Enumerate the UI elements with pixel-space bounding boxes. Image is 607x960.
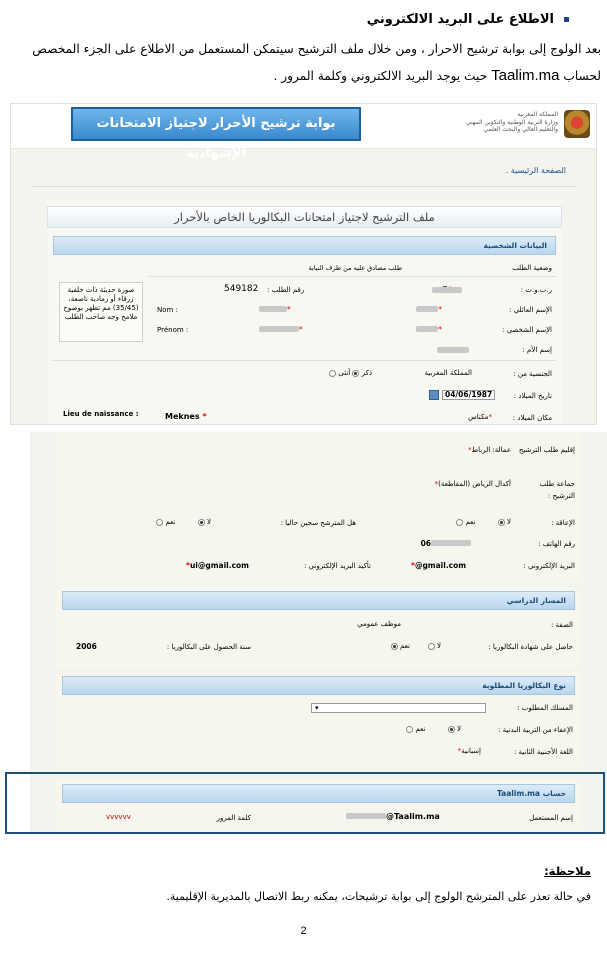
prenom-field[interactable]: *	[259, 325, 303, 334]
status-value: طلب مصادق عليه من طرف النيابة	[308, 264, 402, 272]
intro-line-2	[5, 67, 601, 84]
region-label: إقليم طلب الترشيح	[518, 446, 575, 454]
pe-options	[406, 725, 461, 733]
email-confirm-field[interactable]: *ui@gmail.com	[186, 561, 249, 570]
phone-label: رقم الهاتف :	[538, 540, 575, 548]
birth-date-label: تاريخ الميلاد :	[513, 392, 552, 400]
nationality-label: الجنسية من :	[513, 370, 552, 378]
redacted-mark	[416, 306, 438, 312]
password-label: كلمة المرور	[216, 814, 251, 822]
birth-place-field[interactable]: Meknes *	[165, 412, 207, 421]
pe-exemption-label: الإعفاء من التربية البدنية :	[498, 726, 573, 734]
bac-no-radio[interactable]	[428, 643, 435, 650]
birth-place-ar-label: مكان الميلاد :	[512, 414, 552, 422]
bac-no-label: لا	[437, 642, 441, 650]
language-value: إسبانية	[461, 747, 481, 755]
form-title: ملف الترشيح لاجتياز امتحانات البكالوريا الخاص بالأحرار	[47, 206, 562, 228]
bac-options	[391, 642, 441, 650]
portal-banner[interactable]: بوابة ترشيح الأحرار لاجتياز الامتحانات الإشهادية	[71, 107, 361, 141]
disability-yes-radio[interactable]	[456, 519, 463, 526]
gender-male-radio[interactable]	[352, 370, 359, 377]
candidacy-panel	[56, 432, 581, 582]
commune-label: جماعة طلب الترشيح :	[539, 480, 575, 500]
studies-status-value: موظف عمومي	[357, 620, 401, 628]
birth-place-label: Lieu de naissance :	[63, 410, 139, 418]
commune-field[interactable]: أكدال الرياض (المقاطعة)*	[434, 480, 511, 488]
gender-male-label: ذكر	[361, 369, 372, 377]
disability-label: الإعاقة :	[551, 519, 575, 527]
highlight-frame	[5, 772, 605, 834]
redacted-mark	[437, 347, 469, 353]
birth-place-value: Meknes	[165, 412, 200, 421]
status-label: وضعية الطلب	[512, 264, 552, 272]
chevron-down-icon: ▾	[315, 704, 319, 712]
bac-year-label: سنة الحصول على البكالوريا :	[166, 643, 251, 651]
email-confirm-value: ui@gmail.com	[189, 561, 249, 570]
prenom-label: Prénom :	[157, 326, 189, 334]
region-field[interactable]: عمالة: الرباط*	[468, 446, 511, 454]
family-name-ar-label: الإسم العائلي :	[509, 306, 552, 314]
birth-place-ar-value: مكناس	[468, 413, 489, 421]
divider	[31, 186, 576, 187]
breadcrumb[interactable]: الصفحة الرئيسية .	[505, 166, 566, 175]
bac-year-value: 2006	[76, 642, 97, 651]
bac-type-panel	[56, 672, 581, 767]
portal-screenshot-top	[10, 103, 597, 425]
email-label: البريد الإلكتروني :	[523, 562, 575, 570]
pe-yes-radio[interactable]	[406, 726, 413, 733]
family-name-ar-field[interactable]: *	[416, 305, 442, 314]
studies-panel	[56, 587, 581, 669]
prisoner-no-label: لا	[207, 518, 211, 526]
request-number-label: رقم الطلب :	[267, 286, 305, 294]
disability-yes-label: نعم	[465, 518, 476, 526]
bac-label: حاصل على شهادة البكالوريا :	[488, 643, 573, 651]
first-name-ar-field[interactable]: *	[416, 325, 442, 334]
section-studies: المسار الدراسي	[62, 591, 575, 610]
ministry-logo	[380, 110, 590, 140]
track-label: المسلك المطلوب :	[517, 704, 573, 712]
email-value: @gmail.com	[414, 561, 467, 570]
gender-female-radio[interactable]	[329, 370, 336, 377]
doc-heading	[367, 12, 569, 27]
section-account: حساب Taalim.ma	[62, 784, 575, 803]
photo-hint: صورة حديثة ذات خلفية زرقاء أو رمادية ناصعة،(35/45) مم تظهر بوضوح ملامح وجه صاحب الطلب	[63, 286, 139, 321]
bac-yes-label: نعم	[399, 642, 410, 650]
application-form	[47, 200, 562, 425]
divider	[53, 360, 556, 361]
section-bac-type: نوع البكالوريا المطلوبة	[62, 676, 575, 695]
region-value: عمالة: الرباط	[471, 446, 511, 454]
gender-options	[329, 369, 372, 377]
first-name-ar-label: الإسم الشخصي :	[501, 326, 552, 334]
language-field[interactable]: إسبانية*	[457, 747, 481, 755]
intro-line-2-b: حيث يوجد البريد الالكتروني وكلمة المرور .	[273, 69, 488, 83]
heading-text: الاطلاع على البريد الالكتروني	[366, 12, 554, 27]
ministry-line-3: والتعليم العالي والبحث العلمي	[483, 126, 558, 133]
prisoner-label: هل المترشح سجين حاليا :	[280, 519, 356, 527]
birth-date-input[interactable]: 04/06/1987	[442, 390, 495, 400]
photo-placeholder[interactable]	[59, 282, 143, 342]
intro-line-2-a: لحساب	[563, 69, 601, 83]
username-label: إسم المستعمل	[529, 814, 573, 822]
bullet-icon	[564, 17, 569, 22]
disability-no-radio[interactable]	[498, 519, 505, 526]
pe-no-label: لا	[457, 725, 461, 733]
redacted-mark	[416, 326, 438, 332]
intro-brand: Taalim.ma	[491, 67, 560, 84]
ministry-line-2: وزارة التربية الوطنية والتكوين المهني	[465, 118, 558, 126]
redacted-mark	[431, 540, 471, 546]
request-number-value: 549182	[224, 284, 259, 294]
page-number: 2	[300, 925, 307, 937]
note-title: ملاحظة:	[544, 864, 591, 878]
track-select[interactable]	[311, 703, 486, 713]
disability-options	[456, 518, 511, 526]
nationality-value: المملكة المغربية	[424, 369, 472, 377]
disability-no-label: لا	[507, 518, 511, 526]
password-value: vvvvvv	[106, 813, 131, 821]
gender-female-label: أنثى	[338, 369, 351, 377]
mother-name-label: إسم الأم :	[522, 346, 552, 354]
divider	[149, 276, 556, 277]
birth-place-ar-field[interactable]: مكناس*	[468, 413, 492, 421]
studies-status-label: الصفة :	[550, 621, 573, 629]
nom-label: Nom :	[157, 306, 178, 314]
pe-yes-label: نعم	[415, 725, 426, 733]
prisoner-yes-radio[interactable]	[156, 519, 163, 526]
emblem-icon	[564, 110, 590, 138]
portal-header	[11, 104, 596, 161]
email-confirm-label: تأكيد البريد الإلكتروني :	[304, 562, 371, 570]
redacted-mark	[432, 287, 462, 293]
pe-no-radio[interactable]	[448, 726, 455, 733]
intro-line-1: بعد الولوج إلى بوابة ترشيح الاحرار ، ومن خلال ملف الترشيح سيتمكن المستعمل من الاطلاع على الجزء المخصص	[32, 42, 601, 56]
note-text: في حالة تعذر على المترشح الولوج إلى بوابة ترشيحات، يمكنه ربط الاتصال بالمديرية الإقليمية.	[166, 890, 591, 903]
cin-label: ر.ب.و.ت :	[520, 286, 552, 294]
section-personal: البيانات الشخصية	[53, 236, 556, 255]
calendar-icon[interactable]	[429, 390, 439, 400]
redacted-mark	[259, 326, 299, 332]
bac-yes-radio[interactable]	[391, 643, 398, 650]
redacted-mark	[259, 306, 287, 312]
ministry-name	[466, 111, 558, 134]
phone-field[interactable]	[421, 539, 471, 548]
prisoner-no-radio[interactable]	[198, 519, 205, 526]
ministry-line-1: المملكة المغربية	[517, 111, 558, 118]
username-value: @Taalim.ma	[386, 812, 440, 821]
prisoner-yes-label: نعم	[165, 518, 176, 526]
language-label: اللغة الأجنبية الثانية :	[513, 748, 573, 756]
nom-field[interactable]: *	[259, 305, 291, 314]
phone-value: 06	[420, 539, 431, 548]
commune-value: أكدال الرياض (المقاطعة)	[438, 480, 511, 488]
prisoner-options	[156, 518, 211, 526]
email-field[interactable]: *@gmail.com	[411, 561, 467, 570]
